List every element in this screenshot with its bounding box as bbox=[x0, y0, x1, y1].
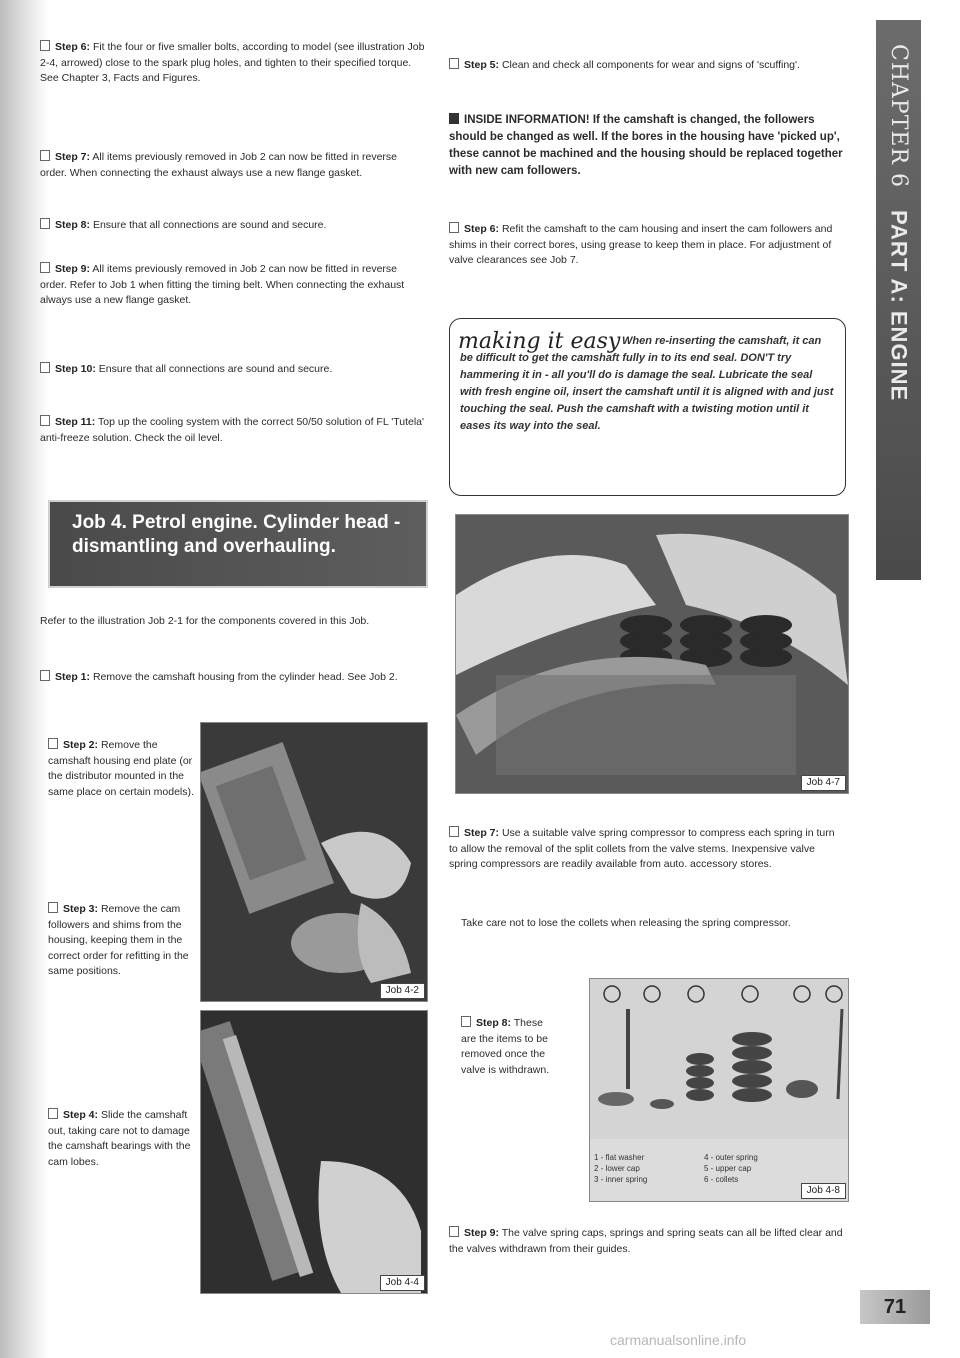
step-8-right: Step 8: These are the items to be removed once the valve is withdrawn. bbox=[461, 1017, 550, 1076]
checkbox-icon bbox=[449, 826, 459, 837]
info-icon bbox=[449, 113, 459, 124]
valve-components-diagram bbox=[590, 979, 848, 1139]
step-7-right: Step 7: Use a suitable valve spring compressor to compress each spring in turn to allow the removal of the split collets from the valve stems. Inexpensive valve spring compressors are readily available from auto. accessory stores. bbox=[449, 827, 835, 870]
checkbox-icon bbox=[48, 738, 58, 749]
checkbox-icon bbox=[48, 1108, 58, 1119]
figure-label: Job 4-4 bbox=[380, 1275, 425, 1291]
checkbox-icon bbox=[40, 218, 50, 229]
checkbox-icon bbox=[48, 902, 58, 913]
step-7: Step 7: All items previously removed in Job 2 can now be fitted in reverse order. When connecting the exhaust always use a new flange gasket. bbox=[40, 151, 398, 179]
figure-legend: 1 - flat washer 4 - outer spring 2 - lower cap 5 - upper cap 3 - inner spring 6 - collets bbox=[594, 1153, 758, 1184]
job-intro: Refer to the illustration Job 2-1 for the components covered in this Job. bbox=[40, 615, 370, 627]
inside-information: INSIDE INFORMATION! If the camshaft is changed, the followers should be changed as well. If the bores in the housing have 'picked up', these cannot be machined and the housing should be replaced together with new cam followers. bbox=[449, 114, 843, 177]
step-9: Step 9: All items previously removed in Job 2 can now be fitted in reverse order. Refer to Job 1 when fitting the timing belt. When connecting the exhaust always use a new flange gasket. bbox=[40, 263, 405, 306]
figure-label: Job 4-8 bbox=[801, 1183, 846, 1199]
step-8: Step 8: Ensure that all connections are sound and secure. bbox=[40, 218, 425, 234]
checkbox-icon bbox=[449, 58, 459, 69]
job-4-title: Job 4. Petrol engine. Cylinder head - dismantling and overhauling. bbox=[48, 500, 428, 588]
step-1: Step 1: Remove the camshaft housing from the cylinder head. See Job 2. bbox=[40, 670, 425, 686]
checkbox-icon bbox=[40, 40, 50, 51]
step-10: Step 10: Ensure that all connections are sound and secure. bbox=[40, 362, 425, 378]
tip-text: When re-inserting the camshaft, it can be difficult to get the camshaft fully in to its end seal. DON'T try hammering it in - all you'll do is damage the seal. Lubricate the seal with fresh engine oil, insert the camshaft until it is aligned with and just touching the seal. Push the camshaft with a twisting motion until it eases its way into the seal. bbox=[460, 335, 834, 432]
photo-job-4-4 bbox=[200, 1010, 428, 1294]
photo-job-4-2 bbox=[200, 722, 428, 1002]
chapter-side-text bbox=[876, 20, 921, 580]
camshaft-removal-photo bbox=[201, 1011, 427, 1293]
making-it-easy-box bbox=[449, 318, 846, 496]
part-label: PART A: ENGINE bbox=[886, 210, 912, 402]
chapter-side-tab bbox=[876, 20, 921, 580]
watermark: carmanualsonline.info bbox=[610, 1332, 747, 1348]
step-5: Step 5: Clean and check all components for wear and signs of 'scuffing'. bbox=[449, 58, 844, 74]
step-6: Step 6: Fit the four or five smaller bolts, according to model (see illustration Job 2-4, arrowed) close to the spark plug holes, and tighten to their specified torque. See Chapter 3, Facts and Figures. bbox=[40, 41, 425, 84]
step-2: Step 2: Remove the camshaft housing end plate (or the distributor mounted in the same place on certain models). bbox=[48, 739, 194, 798]
step-7-note: Take care not to lose the collets when releasing the spring compressor. bbox=[461, 917, 791, 929]
chapter-label: CHAPTER 6 bbox=[886, 44, 911, 188]
step-6-right: Step 6: Refit the camshaft to the cam housing and insert the cam followers and shims in their correct bores, using grease to keep them in place. For adjustment of valve clearances see Job 7. bbox=[449, 223, 833, 266]
checkbox-icon bbox=[40, 415, 50, 426]
figure-label: Job 4-7 bbox=[801, 775, 846, 791]
checkbox-icon bbox=[40, 262, 50, 273]
step-11: Step 11: Top up the cooling system with the correct 50/50 solution of FL 'Tutela' anti-freeze solution. Check the oil level. bbox=[40, 416, 425, 444]
checkbox-icon bbox=[449, 222, 459, 233]
checkbox-icon bbox=[40, 362, 50, 373]
checkbox-icon bbox=[40, 150, 50, 161]
valve-spring-compressor-photo bbox=[456, 515, 848, 793]
step-4: Step 4: Slide the camshaft out, taking care not to damage the camshaft bearings with the cam lobes. bbox=[48, 1109, 191, 1168]
step-9-right: Step 9: The valve spring caps, springs and spring seats can all be lifted clear and the valves withdrawn from their guides. bbox=[449, 1227, 843, 1255]
figure-label: Job 4-2 bbox=[380, 983, 425, 999]
checkbox-icon bbox=[40, 670, 50, 681]
checkbox-icon bbox=[461, 1016, 471, 1027]
photo-job-4-7 bbox=[455, 514, 849, 794]
step-3: Step 3: Remove the cam followers and shims from the housing, keeping them in the correct order for refitting in the same positions. bbox=[48, 903, 189, 977]
camshaft-housing-photo bbox=[201, 723, 427, 1001]
page-number: 71 bbox=[860, 1290, 930, 1324]
checkbox-icon bbox=[449, 1226, 459, 1237]
making-it-easy-logo: making it easy bbox=[458, 329, 621, 354]
